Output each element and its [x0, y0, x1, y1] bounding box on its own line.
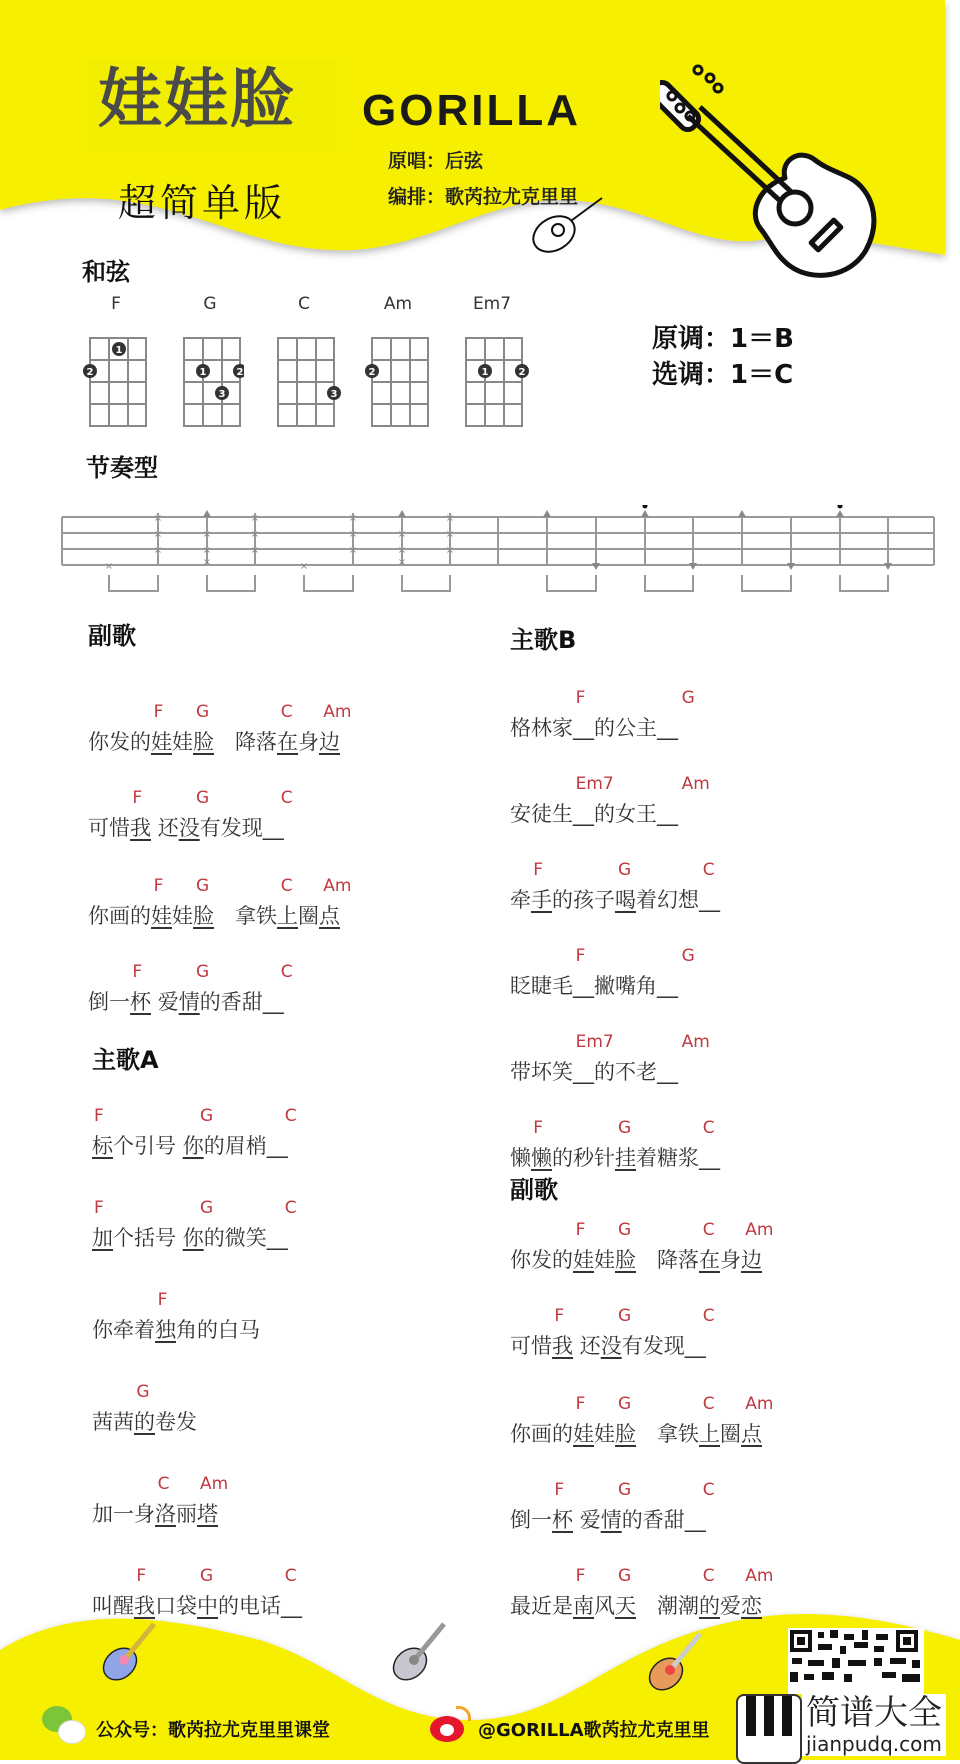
chord-label: G [618, 1118, 632, 1138]
svg-text:2: 2 [86, 367, 94, 378]
svg-text:×: × [202, 529, 212, 540]
chord-label: Am [681, 774, 710, 794]
chord-diagram-c [276, 294, 344, 432]
svg-text:3: 3 [218, 389, 226, 400]
svg-text:×: × [250, 529, 260, 540]
lyric-line: 茜茜的卷发 G [92, 1382, 197, 1434]
chord-label: G [618, 1480, 632, 1500]
selected-key-value: 1＝C [730, 360, 794, 390]
chord-label: F [132, 962, 143, 982]
watermark-title: 简谱大全 [806, 1693, 942, 1733]
lyric-line: 你发的娃娃脸 降落在身边 F G C Am [510, 1220, 774, 1272]
chord-label: F [533, 860, 543, 880]
chord-label: Em7 [575, 774, 614, 794]
lyric-line: 格林家__的公主__ F G [510, 688, 695, 740]
chord-label: F [575, 1220, 586, 1240]
chord-label: Am [200, 1474, 229, 1494]
lyric-line: 眨睫毛__撇嘴角__ F G [510, 946, 695, 998]
svg-text:×: × [104, 561, 114, 572]
lyric-line: 可惜我 还没有发现__ F G C [88, 788, 293, 840]
chord-label: F [554, 1480, 565, 1500]
chord-label: C [284, 1106, 297, 1126]
song-title: 娃娃脸 [88, 60, 338, 150]
svg-text:×: × [348, 513, 358, 524]
chord-label: F [153, 876, 164, 896]
chord-label: C [702, 1220, 715, 1240]
song-subtitle: 超简单版 [118, 181, 287, 225]
lyric-line: 带坏笑__的不老__ Em7 Am [510, 1032, 710, 1084]
lyric-line: 倒一杯 爱情的香甜__ F G C [88, 962, 293, 1014]
chord-label: F [94, 1106, 104, 1126]
chord-label: F [575, 1566, 586, 1586]
singer-line [388, 146, 483, 173]
svg-text:2: 2 [236, 367, 244, 378]
weibo-icon [430, 1706, 470, 1746]
chord-label: Am [323, 702, 352, 722]
svg-text:1: 1 [199, 367, 207, 378]
svg-text:×: × [397, 557, 407, 568]
arranger-label: 编排： [388, 186, 446, 208]
chord-label: F [157, 1290, 168, 1310]
lyric-line: 你发的娃娃脸 降落在身边 F G C Am [88, 702, 352, 754]
weibo-account-label: @GORILLA歌芮拉尤克里里 [478, 1720, 710, 1741]
rhythm-heading: 节奏型 [86, 454, 158, 482]
chord-label: F [575, 946, 586, 966]
chord-label: G [200, 1106, 214, 1126]
chord-label: C [702, 1566, 715, 1586]
chord-label: G [196, 702, 210, 722]
chord-label: G [136, 1382, 150, 1402]
chord-label: G [196, 788, 210, 808]
lyric-line: 最近是南风天 潮潮的爱恋 F G C Am [510, 1566, 774, 1618]
piano-keys-logo [736, 1694, 802, 1764]
chord-name: Em7 [472, 294, 512, 314]
chord-label: Am [745, 1220, 774, 1240]
chord-label: F [94, 1198, 104, 1218]
chord-grid [80, 314, 150, 428]
original-key [652, 318, 794, 355]
chord-diagram-em7 [464, 294, 532, 432]
lyric-line: 安徒生__的女王__ Em7 Am [510, 774, 710, 826]
chord-label: G [618, 860, 632, 880]
wechat-account-label: 公众号：歌芮拉尤克里里课堂 [96, 1720, 330, 1741]
svg-text:1: 1 [481, 367, 489, 378]
chord-label: G [681, 688, 695, 708]
section-heading: 副歌 [88, 622, 136, 650]
svg-text:×: × [250, 545, 260, 556]
chord-label: G [618, 1394, 632, 1414]
svg-text:×: × [250, 513, 260, 524]
chord-label: C [284, 1198, 297, 1218]
chord-label: G [196, 876, 210, 896]
chord-label: Em7 [575, 1032, 614, 1052]
brand-logo [362, 86, 581, 136]
chord-grid [456, 314, 532, 428]
chord-label: F [575, 688, 586, 708]
svg-text:×: × [202, 545, 212, 556]
chord-label: G [618, 1566, 632, 1586]
qr-code[interactable] [788, 1628, 924, 1694]
original-key-label: 原调： [652, 324, 731, 354]
chord-name: F [111, 294, 121, 314]
chord-label: F [554, 1306, 565, 1326]
chord-label: C [702, 860, 715, 880]
chord-grid [268, 314, 344, 428]
chord-label: F [132, 788, 143, 808]
chord-label: C [280, 702, 293, 722]
svg-text:×: × [445, 545, 455, 556]
chord-label: C [284, 1566, 297, 1586]
lyric-line: 你牵着独角的白马 F [92, 1290, 260, 1342]
selected-key [652, 354, 793, 391]
singer-label: 原唱： [388, 150, 446, 172]
original-key-value: 1＝B [730, 324, 794, 354]
svg-text:×: × [397, 545, 407, 556]
svg-text:×: × [202, 557, 212, 568]
svg-text:×: × [153, 513, 163, 524]
svg-text:2: 2 [368, 367, 376, 378]
wechat-icon [42, 1706, 86, 1746]
chord-name: Am [383, 294, 413, 314]
chord-label: Am [681, 1032, 710, 1052]
chord-name: G [203, 294, 217, 314]
chord-label: Am [745, 1394, 774, 1414]
orange-ukulele-icon [642, 1628, 706, 1698]
chord-label: C [280, 788, 293, 808]
svg-text:×: × [397, 529, 407, 540]
lyric-line: 你画的娃娃脸 拿铁上圈点 F G C Am [510, 1394, 774, 1446]
svg-text:2: 2 [518, 367, 526, 378]
lyric-line: 加一身洛丽塔 C Am [92, 1474, 229, 1526]
brand-logo-text: GORILLA [362, 86, 581, 135]
chord-diagram-f [88, 294, 150, 432]
chord-label: C [702, 1394, 715, 1414]
svg-text:×: × [153, 545, 163, 556]
chord-label: C [702, 1118, 715, 1138]
svg-text:×: × [445, 529, 455, 540]
section-heading: 主歌A [92, 1046, 159, 1074]
svg-text:×: × [153, 529, 163, 540]
chord-label: G [200, 1198, 214, 1218]
chord-label: F [533, 1118, 543, 1138]
chord-label: C [157, 1474, 170, 1494]
chord-label: C [702, 1480, 715, 1500]
lyric-line: 叫醒我口袋中的电话__ F G C [92, 1566, 302, 1618]
chord-label: Am [323, 876, 352, 896]
chord-label: F [136, 1566, 147, 1586]
chords-heading: 和弦 [82, 258, 130, 286]
lyric-line: 你画的娃娃脸 拿铁上圈点 F G C Am [88, 876, 352, 928]
lyric-line: 懒懒的秒针挂着糖浆__ F G C [510, 1118, 720, 1170]
lyric-line: 牵手的孩子喝着幻想__ F G C [510, 860, 720, 912]
chord-label: C [280, 876, 293, 896]
chord-diagram-am [370, 294, 432, 432]
svg-text:×: × [299, 561, 309, 572]
blue-ukulele-icon [96, 1618, 160, 1688]
lyric-line: 可惜我 还没有发现__ F G C [510, 1306, 715, 1358]
chord-label: F [153, 702, 164, 722]
small-ukulele-icon [528, 192, 608, 262]
chord-label: C [702, 1306, 715, 1326]
rhythm-pattern-staff [60, 505, 940, 595]
chord-label: C [280, 962, 293, 982]
svg-text:×: × [348, 529, 358, 540]
chord-grid [174, 314, 244, 428]
chord-label: G [618, 1220, 632, 1240]
chord-label: G [196, 962, 210, 982]
chord-label: F [575, 1394, 586, 1414]
svg-text:×: × [348, 545, 358, 556]
chord-label: G [200, 1566, 214, 1586]
section-heading: 主歌B [510, 626, 577, 654]
lyric-line: 标个引号 你的眉梢__ F G C [92, 1106, 297, 1158]
section-heading: 副歌 [510, 1176, 558, 1204]
chord-diagram-g [182, 294, 244, 432]
chord-grid [362, 314, 432, 428]
singer-name: 后弦 [445, 150, 484, 172]
lyric-line: 加个括号 你的微笑__ F G C [92, 1198, 297, 1250]
watermark-url[interactable]: jianpudq.com [806, 1732, 942, 1756]
guitar-icon [660, 60, 900, 290]
svg-text:×: × [445, 513, 455, 524]
chord-label: G [618, 1306, 632, 1326]
svg-text:1: 1 [115, 345, 123, 356]
grey-ukulele-icon [386, 1618, 450, 1688]
watermark [802, 1694, 946, 1756]
chord-label: Am [745, 1566, 774, 1586]
selected-key-label: 选调： [652, 360, 731, 390]
arranger-name: 歌芮拉尤克里里 [445, 186, 579, 208]
lyric-line: 倒一杯 爱情的香甜__ F G C [510, 1480, 715, 1532]
chord-name: C [298, 294, 310, 314]
svg-text:3: 3 [330, 389, 338, 400]
chord-label: G [681, 946, 695, 966]
